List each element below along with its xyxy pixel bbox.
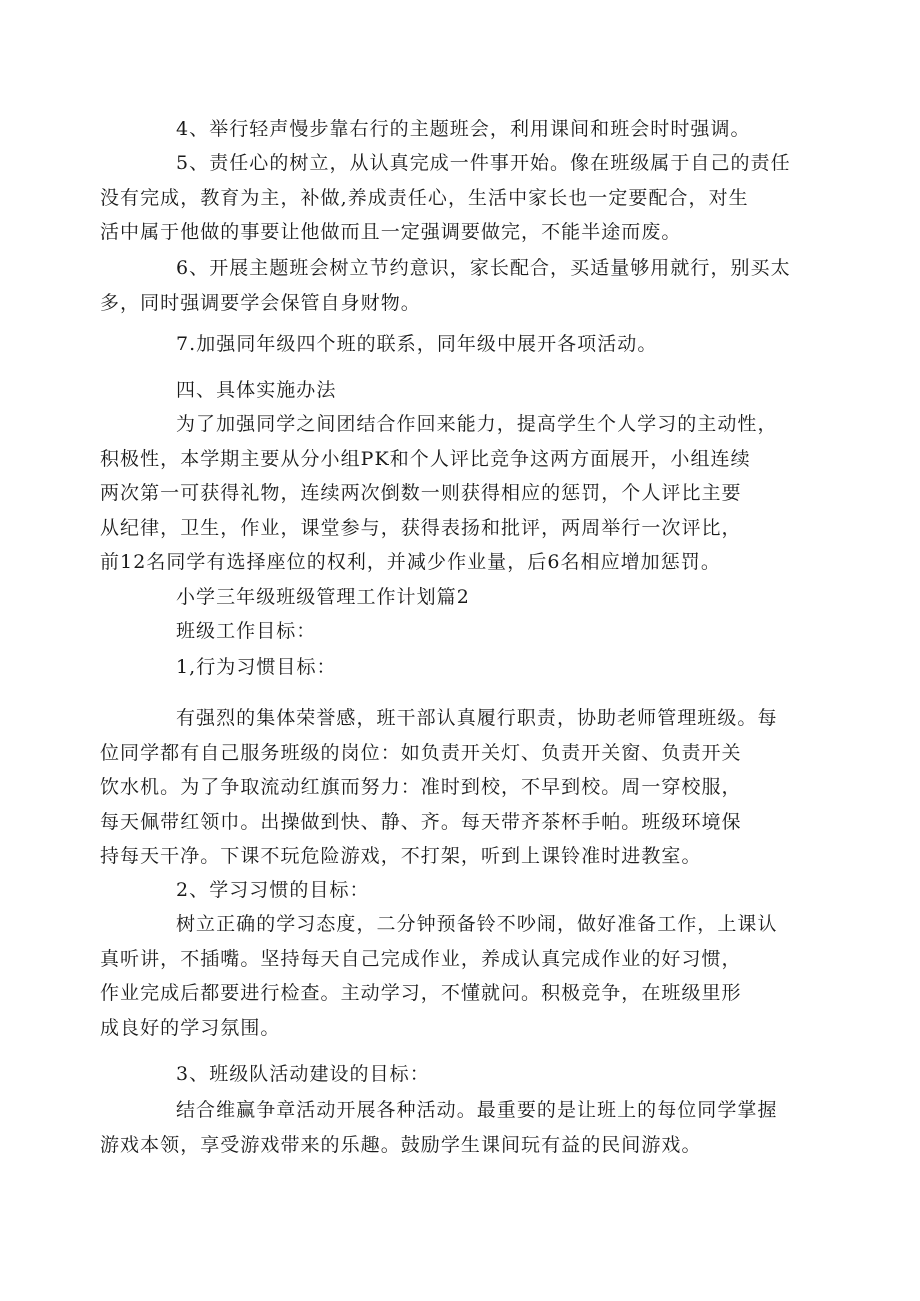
plan-2-title-text: 小学三年级班级管理工作计划篇2 [176, 586, 470, 608]
goals-heading [138, 614, 798, 649]
item-7 [138, 327, 798, 362]
goal-2-line-4: 成良好的学习氛围。 [100, 1016, 281, 1039]
goal-2-line-1: 树立正确的学习态度，二分钟预备铃不吵闹，做好准备工作，上课认 [176, 913, 778, 935]
item-6-line-2: 多，同时强调要学会保管自身财物。 [100, 291, 421, 314]
goal-3-line-1: 结合维赢争章活动开展各种活动。最重要的是让班上的每位同学掌握 [176, 1099, 778, 1121]
plan-2-title [138, 580, 798, 615]
goal-2-line-3: 作业完成后都要进行检查。主动学习，不懂就问。积极竞争，在班级里形 [100, 982, 742, 1004]
section-4-line-2: 积极性，本学期主要从分小组PK和个人评比竞争这两方面展开，小组连续 [100, 447, 751, 470]
item-7-line: 7.加强同年级四个班的联系，同年级中展开各项活动。 [176, 333, 658, 355]
goal-3-body [100, 1093, 798, 1162]
goal-2-body [100, 907, 798, 1045]
section-4-line-1: 为了加强同学之间团结合作回来能力，提高学生个人学习的主动性， [176, 413, 778, 435]
item-4 [138, 112, 798, 147]
goal-2-heading [138, 873, 798, 908]
goal-1-heading [138, 650, 798, 685]
goal-1-line-4: 每天佩带红领巾。出操做到快、静、齐。每天带齐茶杯手帕。班级环境保 [100, 810, 742, 833]
goal-1-body [100, 701, 798, 874]
goal-3-heading-text: 3、班级队活动建设的目标： [176, 1063, 430, 1085]
goal-1-line-2: 位同学都有自己服务班级的岗位：如负责开关灯、负责开关窗、负责开关 [100, 741, 742, 764]
item-6 [100, 251, 798, 320]
goal-2-heading-text: 2、学习习惯的目标： [176, 879, 370, 901]
section-4-line-3: 两次第一可获得礼物，连续两次倒数一则获得相应的惩罚，个人评比主要 [100, 482, 742, 504]
item-5-line-2: 没有完成，教育为主，补做,养成责任心，生活中家长也一定要配合，对生 [100, 186, 749, 209]
goal-1-line-1: 有强烈的集体荣誉感，班干部认真履行职责，协助老师管理班级。每 [176, 707, 778, 729]
section-4-heading-text: 四、具体实施办法 [176, 379, 337, 401]
item-4-line: 4、举行轻声慢步靠右行的主题班会，利用课间和班会时时强调。 [176, 118, 751, 140]
goal-3-line-2: 游戏本领，享受游戏带来的乐趣。鼓励学生课间玩有益的民间游戏。 [100, 1133, 702, 1156]
section-4-heading [138, 373, 798, 408]
item-6-line-1: 6、开展主题班会树立节约意识，家长配合，买适量够用就行，别买太 [176, 257, 791, 279]
section-4-line-4: 从纪律，卫生，作业，课堂参与，获得表扬和批评，两周举行一次评比， [100, 516, 742, 539]
item-5-line-1: 5、责任心的树立，从认真完成一件事开始。像在班级属于自己的责任 [176, 152, 791, 174]
goal-1-heading-text: 1,行为习惯目标： [176, 656, 337, 678]
goal-2-line-2: 真听讲，不插嘴。坚持每天自己完成作业，养成认真完成作业的好习惯， [100, 947, 742, 970]
section-4-body [100, 407, 798, 580]
goal-1-line-3: 饮水机。为了争取流动红旗而努力：准时到校，不早到校。周一穿校服， [100, 776, 742, 798]
goal-1-line-5: 持每天干净。下课不玩危险游戏，不打架，听到上课铃准时进教室。 [100, 845, 702, 867]
item-5 [100, 146, 798, 250]
goal-3-heading [138, 1057, 798, 1092]
section-4-line-5: 前12名同学有选择座位的权利，并减少作业量，后6名相应增加惩罚。 [100, 551, 721, 573]
goals-heading-text: 班级工作目标： [176, 620, 317, 642]
item-5-line-3: 活中属于他做的事要让他做而且一定强调要做完，不能半途而废。 [100, 221, 682, 243]
